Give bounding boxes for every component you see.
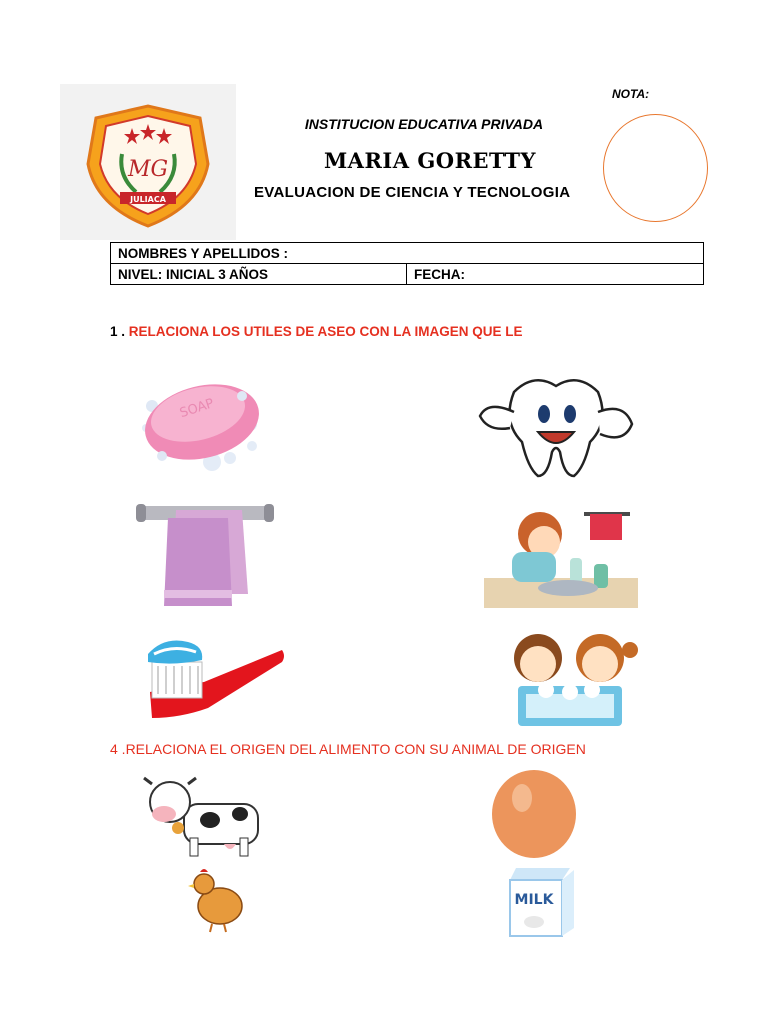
milk-carton-image (502, 866, 578, 938)
hen-image (188, 864, 246, 934)
soap-image (132, 366, 272, 476)
question-4: 4 .RELACIONA EL ORIGEN DEL ALIMENTO CON SU ANIMAL DE ORIGEN (110, 741, 586, 757)
logo-monogram: MG (127, 157, 169, 182)
cow-image (140, 770, 264, 860)
soap-text: SOAP (177, 396, 216, 422)
washing-hands-image (500, 628, 640, 728)
evaluation-title: EVALUACION DE CIENCIA Y TECNOLOGIA (254, 184, 571, 201)
institution-label: INSTITUCION EDUCATIVA PRIVADA (304, 116, 544, 132)
question-1 (110, 324, 523, 339)
toothbrush-image (144, 632, 286, 728)
question-1-number: 1 . (110, 324, 126, 339)
washing-face-image (484, 498, 638, 608)
school-name: MARIA GORETTY (323, 148, 537, 173)
level-date-row (111, 264, 704, 285)
level-field: NIVEL: INICIAL 3 AÑOS (111, 264, 407, 285)
names-row (111, 243, 704, 264)
logo-text: JULIACA (130, 195, 166, 204)
question-1-text: RELACIONA LOS UTILES DE ASEO CON LA IMAGEN QUE LE (128, 324, 523, 339)
student-info-table (110, 242, 704, 285)
tooth-image (474, 372, 638, 484)
egg-image (488, 762, 580, 862)
date-field[interactable]: FECHA: (407, 264, 704, 285)
names-field[interactable]: NOMBRES Y APELLIDOS : (111, 243, 704, 264)
nota-label: NOTA: (612, 87, 650, 101)
milk-text: MILK (514, 892, 554, 908)
towel-image (132, 498, 278, 608)
